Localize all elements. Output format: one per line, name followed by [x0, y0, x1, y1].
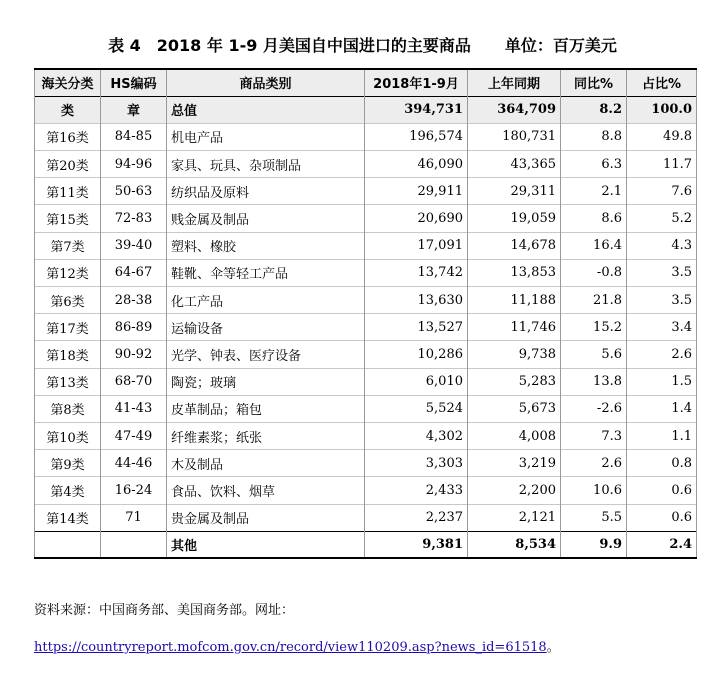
- table-row: [35, 504, 697, 531]
- row-2018: 10,286: [365, 341, 468, 368]
- row-share: 1.5: [627, 368, 697, 395]
- row-2018: 46,090: [365, 151, 468, 178]
- row-2018: 6,010: [365, 368, 468, 395]
- total-yoy: 8.2: [561, 96, 627, 123]
- row-prev-year: 9,738: [468, 341, 561, 368]
- row-class: 第11类: [35, 178, 101, 205]
- row-2018: 17,091: [365, 232, 468, 259]
- row-2018: 4,302: [365, 422, 468, 449]
- row-class: 第16类: [35, 123, 101, 150]
- other-yoy: 9.9: [561, 531, 627, 558]
- header-class-unit: 类: [35, 96, 101, 123]
- row-yoy: 6.3: [561, 151, 627, 178]
- row-share: 5.2: [627, 205, 697, 232]
- header-customs-class: 海关分类: [35, 69, 101, 96]
- row-prev-year: 2,121: [468, 504, 561, 531]
- unit-text: 单位：百万美元: [504, 36, 617, 55]
- table-row: [35, 151, 697, 178]
- row-category: 机电产品: [167, 123, 365, 150]
- row-prev-year: 5,673: [468, 395, 561, 422]
- row-yoy: 7.3: [561, 422, 627, 449]
- table-row: [35, 287, 697, 314]
- row-share: 3.4: [627, 314, 697, 341]
- row-2018: 2,433: [365, 477, 468, 504]
- row-yoy: 16.4: [561, 232, 627, 259]
- row-yoy: -2.6: [561, 395, 627, 422]
- header-2018: 2018年1-9月: [365, 69, 468, 96]
- row-class: 第6类: [35, 287, 101, 314]
- table-row: [35, 341, 697, 368]
- row-category: 食品、饮料、烟草: [167, 477, 365, 504]
- row-yoy: 21.8: [561, 287, 627, 314]
- row-2018: 13,742: [365, 259, 468, 286]
- row-prev-year: 4,008: [468, 422, 561, 449]
- row-hs-code: 68-70: [101, 368, 167, 395]
- row-class: 第12类: [35, 259, 101, 286]
- row-share: 3.5: [627, 287, 697, 314]
- row-2018: 29,911: [365, 178, 468, 205]
- table-row: [35, 368, 697, 395]
- row-share: 2.6: [627, 341, 697, 368]
- other-class: [35, 531, 101, 558]
- row-category: 贱金属及制品: [167, 205, 365, 232]
- row-yoy: 5.5: [561, 504, 627, 531]
- row-share: 1.1: [627, 422, 697, 449]
- header-hs-code: HS编码: [101, 69, 167, 96]
- row-yoy: 2.6: [561, 450, 627, 477]
- row-hs-code: 41-43: [101, 395, 167, 422]
- table-row: [35, 178, 697, 205]
- row-share: 7.6: [627, 178, 697, 205]
- row-class: 第10类: [35, 422, 101, 449]
- row-2018: 196,574: [365, 123, 468, 150]
- imports-table: [34, 68, 697, 559]
- row-share: 49.8: [627, 123, 697, 150]
- row-yoy: -0.8: [561, 259, 627, 286]
- row-yoy: 5.6: [561, 341, 627, 368]
- row-class: 第15类: [35, 205, 101, 232]
- row-prev-year: 11,188: [468, 287, 561, 314]
- row-hs-code: 16-24: [101, 477, 167, 504]
- row-share: 0.8: [627, 450, 697, 477]
- row-category: 光学、钟表、医疗设备: [167, 341, 365, 368]
- row-yoy: 8.8: [561, 123, 627, 150]
- row-category: 鞋靴、伞等轻工产品: [167, 259, 365, 286]
- header-category: 商品类别: [167, 69, 365, 96]
- row-yoy: 2.1: [561, 178, 627, 205]
- row-category: 纤维素浆；纸张: [167, 422, 365, 449]
- row-category: 运输设备: [167, 314, 365, 341]
- row-2018: 13,630: [365, 287, 468, 314]
- row-category: 木及制品: [167, 450, 365, 477]
- row-category: 塑料、橡胶: [167, 232, 365, 259]
- row-hs-code: 71: [101, 504, 167, 531]
- row-category: 皮革制品；箱包: [167, 395, 365, 422]
- table-row: [35, 259, 697, 286]
- total-row: [35, 96, 697, 123]
- row-2018: 2,237: [365, 504, 468, 531]
- row-class: 第14类: [35, 504, 101, 531]
- table-row: [35, 450, 697, 477]
- row-prev-year: 5,283: [468, 368, 561, 395]
- title-text: 表 4 2018 年 1-9 月美国自中国进口的主要商品: [108, 36, 471, 55]
- row-hs-code: 94-96: [101, 151, 167, 178]
- header-prev-year: 上年同期: [468, 69, 561, 96]
- row-prev-year: 3,219: [468, 450, 561, 477]
- row-yoy: 10.6: [561, 477, 627, 504]
- row-class: 第4类: [35, 477, 101, 504]
- row-class: 第8类: [35, 395, 101, 422]
- row-hs-code: 86-89: [101, 314, 167, 341]
- row-hs-code: 28-38: [101, 287, 167, 314]
- row-2018: 5,524: [365, 395, 468, 422]
- row-hs-code: 72-83: [101, 205, 167, 232]
- row-yoy: 13.8: [561, 368, 627, 395]
- other-hs-code: [101, 531, 167, 558]
- row-class: 第7类: [35, 232, 101, 259]
- row-share: 3.5: [627, 259, 697, 286]
- source-link[interactable]: https://countryreport.mofcom.gov.cn/record/view110209.asp?news_id=61518: [34, 640, 547, 655]
- row-hs-code: 39-40: [101, 232, 167, 259]
- total-2018: 394,731: [365, 96, 468, 123]
- row-class: 第17类: [35, 314, 101, 341]
- row-class: 第20类: [35, 151, 101, 178]
- row-share: 4.3: [627, 232, 697, 259]
- total-prev-year: 364,709: [468, 96, 561, 123]
- table-row: [35, 395, 697, 422]
- row-prev-year: 2,200: [468, 477, 561, 504]
- other-category: 其他: [167, 531, 365, 558]
- source-url-line: [34, 636, 560, 655]
- row-share: 11.7: [627, 151, 697, 178]
- row-2018: 3,303: [365, 450, 468, 477]
- total-share: 100.0: [627, 96, 697, 123]
- table-row: [35, 477, 697, 504]
- row-prev-year: 43,365: [468, 151, 561, 178]
- other-prev-year: 8,534: [468, 531, 561, 558]
- row-prev-year: 19,059: [468, 205, 561, 232]
- row-category: 纺织品及原料: [167, 178, 365, 205]
- table-row: [35, 205, 697, 232]
- row-yoy: 8.6: [561, 205, 627, 232]
- table-row: [35, 123, 697, 150]
- row-share: 0.6: [627, 504, 697, 531]
- row-category: 陶瓷；玻璃: [167, 368, 365, 395]
- table-row: [35, 422, 697, 449]
- row-category: 家具、玩具、杂项制品: [167, 151, 365, 178]
- total-label: 总值: [167, 96, 365, 123]
- table-row: [35, 232, 697, 259]
- row-prev-year: 29,311: [468, 178, 561, 205]
- row-share: 0.6: [627, 477, 697, 504]
- row-class: 第13类: [35, 368, 101, 395]
- row-prev-year: 11,746: [468, 314, 561, 341]
- other-2018: 9,381: [365, 531, 468, 558]
- header-share: 占比%: [627, 69, 697, 96]
- header-row: [35, 69, 697, 96]
- row-2018: 20,690: [365, 205, 468, 232]
- row-share: 1.4: [627, 395, 697, 422]
- row-class: 第9类: [35, 450, 101, 477]
- table-title: [0, 33, 725, 56]
- row-hs-code: 50-63: [101, 178, 167, 205]
- row-yoy: 15.2: [561, 314, 627, 341]
- row-prev-year: 180,731: [468, 123, 561, 150]
- header-chapter: 章: [101, 96, 167, 123]
- row-category: 化工产品: [167, 287, 365, 314]
- table-row: [35, 314, 697, 341]
- row-hs-code: 44-46: [101, 450, 167, 477]
- row-prev-year: 14,678: [468, 232, 561, 259]
- row-hs-code: 84-85: [101, 123, 167, 150]
- row-class: 第18类: [35, 341, 101, 368]
- source-note: 资料来源：中国商务部、美国商务部。网址：: [34, 603, 295, 618]
- row-hs-code: 47-49: [101, 422, 167, 449]
- row-prev-year: 13,853: [468, 259, 561, 286]
- other-row: [35, 531, 697, 558]
- row-2018: 13,527: [365, 314, 468, 341]
- row-hs-code: 90-92: [101, 341, 167, 368]
- row-hs-code: 64-67: [101, 259, 167, 286]
- source-url-suffix: 。: [546, 640, 560, 655]
- other-share: 2.4: [627, 531, 697, 558]
- row-category: 贵金属及制品: [167, 504, 365, 531]
- header-yoy: 同比%: [561, 69, 627, 96]
